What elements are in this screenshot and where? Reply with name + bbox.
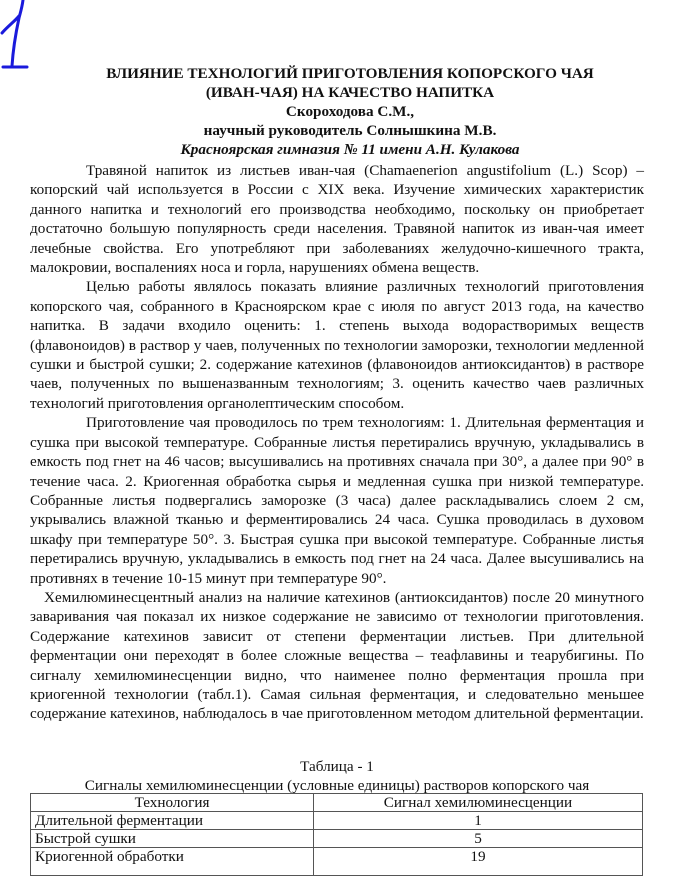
institution: Красноярская гимназия № 11 имени А.Н. Кулакова — [180, 141, 520, 158]
cell-signal: 1 — [314, 812, 643, 830]
paragraph-methods: Приготовление чая проводилось по трем технологиям: 1. Длительная ферментация и сушка при высокой температуре. Собранные листья перетирались вручную, укладывались в емкость под гнет на 46 часов; высушивались на противнях сначала при 30°, а далее при 90° в течение часа. 2. Криогенная обработка сырья и медленная сушка при низкой температуре. Собранные листья подвергались заморозке (3 часа) далее раскладывались слоем 2 см, укрывались влажной тканью и ферментировались 24 часа. Сушка проводилась в духовом шкафу при температуре 50°. 3. Быстрая сушка при высокой температуре. Собранные листья перетирались вручную, укладывались в емкость под гнет на 24 часа. Далее высушивались на противнях в течение 10-15 минут при температуре 90°. — [30, 414, 644, 587]
chemiluminescence-table — [30, 793, 643, 876]
paragraph-results: Хемилюминесцентный анализ на наличие катехинов (антиоксидантов) после 20 минутного заваривания чая показал их низкое содержание не зависимо от технологии приготовления. Содержание катехинов зависит от степени ферментации листьев. При длительной ферментации они переходят в более сложные вещества – теафлавины и теарубигины. По сигналу хемилюминесценции видно, что наименее полно ферментация прошла при криогенной технологии (табл.1). Самая сильная ферментация, и следовательно меньшее содержание катехинов, наблюдалось в чае приготовленном методом длительной ферментации. — [30, 588, 644, 723]
table-caption: Сигналы хемилюминесценции (условные единицы) растворов копорского чая — [84, 777, 590, 794]
column-header-signal: Сигнал хемилюминесценции — [314, 794, 643, 812]
cell-technology: Быстрой сушки — [31, 830, 314, 848]
table-label: Таблица - 1 — [300, 758, 374, 775]
cell-signal: 5 — [314, 830, 643, 848]
table-title-block — [30, 757, 644, 795]
cell-technology: Криогенной обработки — [31, 848, 314, 876]
document-header — [40, 64, 660, 159]
table-row — [31, 830, 643, 848]
document-body — [30, 161, 644, 724]
cell-signal: 19 — [314, 848, 643, 876]
title-line-1: ВЛИЯНИЕ ТЕХНОЛОГИЙ ПРИГОТОВЛЕНИЯ КОПОРСКОГО ЧАЯ — [106, 65, 594, 82]
supervisor: научный руководитель Солнышкина М.В. — [203, 122, 497, 139]
title-line-2: (ИВАН-ЧАЯ) НА КАЧЕСТВО НАПИТКА — [205, 84, 495, 101]
table-row — [31, 812, 643, 830]
paragraph-goal: Целью работы являлось показать влияние различных технологий приготовления копорского чая, собранного в Красноярском крае с июля по август 2013 года, на качество напитка. В задачи входило оценить: 1. степень выхода водорастворимых веществ (флавоноидов) в раствор у чаев, полученных по технологии заморозки, технологии медленной сушки и быстрой сушки; 2. содержание катехинов (флавоноидов антиоксидантов) в растворе чаев, полученных по вышеназванным технологиям; 3. оценить качество чаев различных технологий приготовления органолептическим способом. — [30, 278, 644, 412]
cell-technology: Длительной ферментации — [31, 812, 314, 830]
table-header-row — [31, 794, 643, 812]
table-row — [31, 848, 643, 876]
paragraph-intro: Травяной напиток из листьев иван-чая (Chamaenerion angustifolium (L.) Scop) – копорский чай используется в России с XIX века. Изучение химических характеристик данного напитка и технологий его производства необходимо, поскольку он приобретает достаточно большую популярность среди населения. Травяной напиток из иван-чая имеет лечебные свойства. Его употребляют при заболеваниях желудочно-кишечного тракта, малокровии, воспалениях носа и горла, нарушениях обмена веществ. — [30, 162, 644, 277]
handwritten-number-one-mark — [0, 0, 32, 72]
column-header-technology: Технология — [31, 794, 314, 812]
author: Скороходова С.М., — [285, 103, 415, 120]
